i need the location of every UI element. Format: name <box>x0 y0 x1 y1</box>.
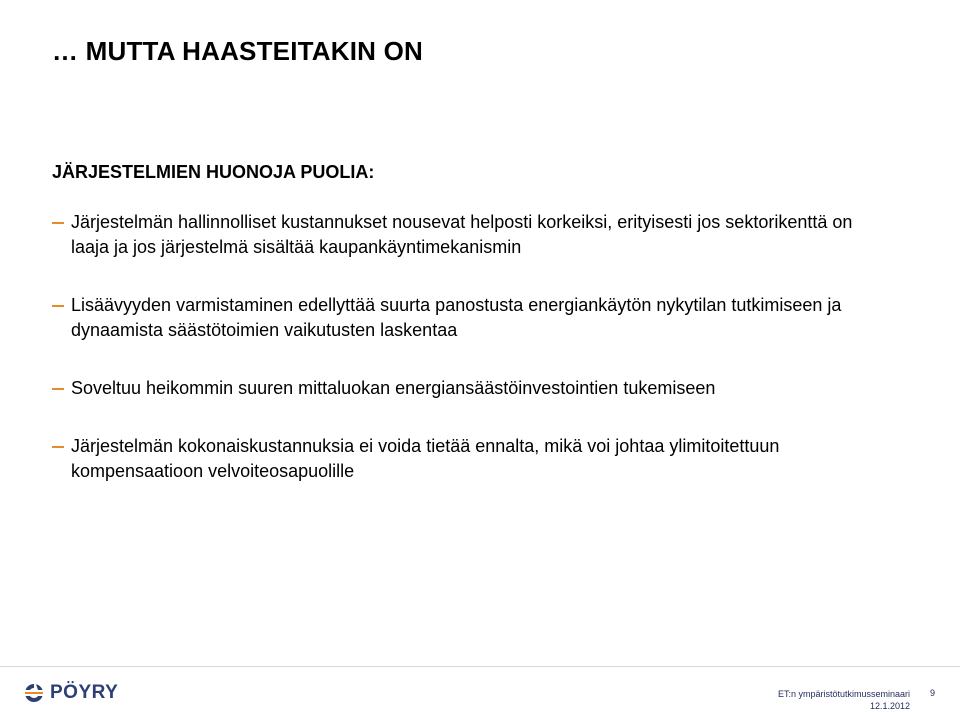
dash-icon <box>52 222 64 224</box>
logo-text: PÖYRY <box>50 682 119 703</box>
poyry-logo <box>22 680 118 706</box>
bullet-text: Soveltuu heikommin suuren mittaluokan energiansäästöinvestointien tukemiseen <box>71 378 716 398</box>
slide-subtitle: JÄRJESTELMIEN HUONOJA PUOLIA: <box>52 162 375 182</box>
dash-icon <box>52 388 64 390</box>
slide-title: … MUTTA HAASTEITAKIN ON <box>52 36 423 66</box>
bullet-list <box>52 210 892 517</box>
page-number: 9 <box>929 688 935 698</box>
footer-event-info <box>778 688 910 712</box>
bullet-item <box>52 434 892 484</box>
bullet-text: Lisäävyyden varmistaminen edellyttää suurta panostusta energiankäytön nykytilan tutkimiseen ja dynaamista säästötoimien vaikutusten laskentaa <box>71 295 842 340</box>
poyry-logo-icon <box>22 681 46 705</box>
bullet-item <box>52 376 892 401</box>
footer-event-name: ET:n ympäristötutkimusseminaari <box>777 689 910 699</box>
bullet-text: Järjestelmän hallinnolliset kustannukset nousevat helposti korkeiksi, erityisesti jos sektorikenttä on laaja ja jos järjestelmä sisältää kaupankäyntimekanismin <box>71 212 853 257</box>
bullet-item <box>52 210 892 260</box>
bullet-item <box>52 293 892 343</box>
footer-divider <box>0 666 960 667</box>
footer-date: 12.1.2012 <box>869 701 910 711</box>
dash-icon <box>52 446 64 448</box>
bullet-text: Järjestelmän kokonaiskustannuksia ei voida tietää ennalta, mikä voi johtaa ylimitoitettuun kompensaatioon velvoiteosapuolille <box>71 436 780 481</box>
dash-icon <box>52 305 64 307</box>
